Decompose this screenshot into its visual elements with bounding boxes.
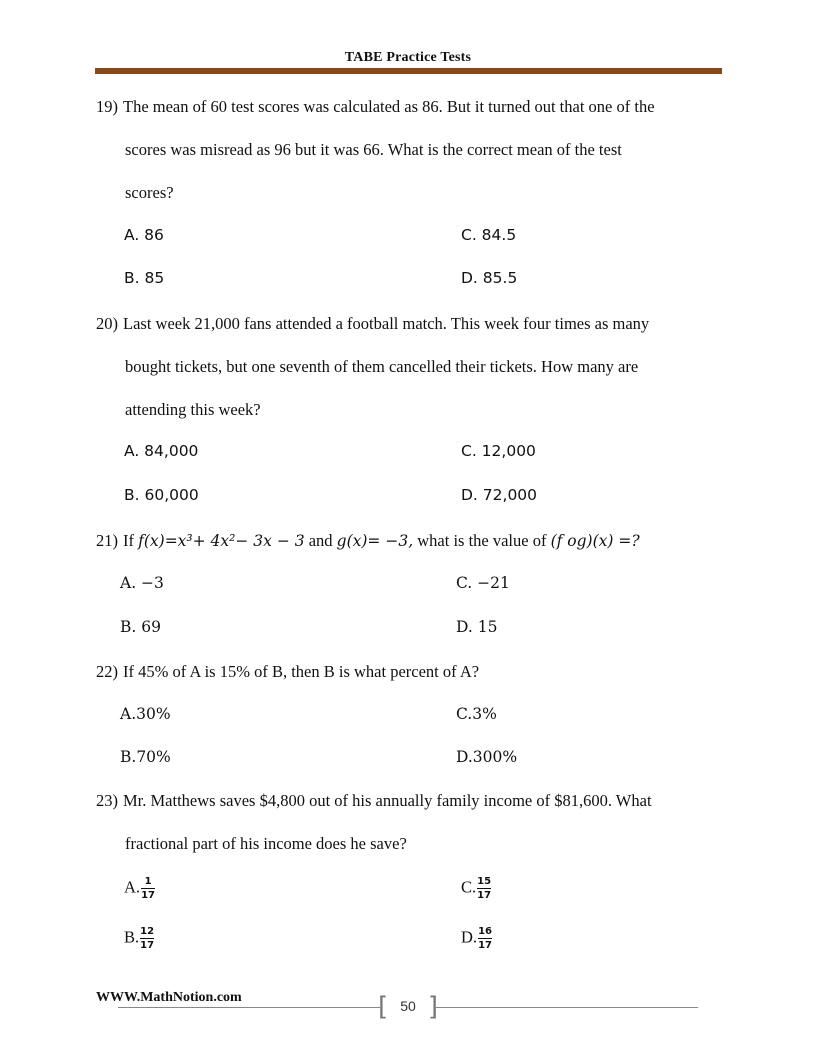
question-text-line: scores was misread as 96 but it was 66. What is the correct mean of the test	[125, 140, 622, 159]
composition-expression: (f og)(x) =?	[550, 532, 640, 550]
left-bracket-icon: [	[378, 992, 389, 1022]
denominator: 17	[478, 940, 492, 951]
question-number: 21)	[96, 531, 118, 550]
option-a[interactable]: A.30%	[120, 705, 171, 723]
option-a[interactable]	[124, 876, 155, 901]
option-c[interactable]: C.3%	[456, 705, 497, 723]
question-23	[96, 779, 722, 865]
question-text-line: Mr. Matthews saves $4,800 out of his annually family income of $81,600. What	[123, 791, 652, 810]
fraction	[140, 926, 154, 951]
fraction	[141, 876, 155, 901]
function-g-expression: g(x)= −3,	[336, 532, 414, 550]
question-number: 19)	[96, 97, 118, 116]
option-a[interactable]: A. 84,000	[124, 442, 199, 460]
page-number-box	[378, 992, 438, 1022]
option-d[interactable]: D. 15	[456, 618, 498, 636]
option-d[interactable]: D. 85.5	[461, 269, 518, 287]
option-b[interactable]: B. 85	[124, 269, 165, 287]
option-b[interactable]: B. 60,000	[124, 486, 199, 504]
numerator: 1	[144, 876, 152, 887]
option-a[interactable]: A. −3	[120, 574, 164, 592]
page-header-title: TABE Practice Tests	[344, 50, 472, 65]
question-text: and	[308, 531, 333, 550]
question-text-line: The mean of 60 test scores was calculated as 86. But it turned out that one of the	[123, 97, 655, 116]
question-20	[96, 302, 722, 431]
fraction-bar	[477, 888, 491, 889]
function-f-expression: f(x)=x³+ 4x²− 3x − 3	[138, 532, 305, 550]
question-19	[96, 85, 722, 214]
question-text-line: bought tickets, but one seventh of them cancelled their tickets. How many are	[125, 357, 639, 376]
footer-website: WWW.MathNotion.com	[96, 990, 242, 1005]
option-d[interactable]	[461, 926, 492, 951]
option-c[interactable]	[461, 876, 491, 901]
numerator: 12	[140, 926, 155, 937]
option-d[interactable]: D.300%	[456, 748, 518, 766]
fraction-bar	[140, 938, 154, 939]
option-a[interactable]: A. 86	[124, 226, 164, 244]
question-22	[96, 650, 722, 693]
question-text-line: scores?	[125, 183, 174, 202]
denominator: 17	[140, 940, 155, 951]
header-rule	[95, 68, 722, 74]
numerator: 16	[478, 926, 492, 937]
footer-rule-left	[118, 1007, 380, 1008]
option-label: C.	[461, 877, 477, 897]
option-c[interactable]: C. 84.5	[461, 226, 517, 244]
question-21	[96, 519, 722, 563]
question-text-line: If 45% of A is 15% of B, then B is what percent of A?	[123, 662, 480, 681]
question-text-line: fractional part of his income does he save?	[125, 834, 407, 853]
denominator: 17	[477, 890, 492, 901]
option-label: D.	[461, 927, 478, 947]
option-c[interactable]: C. −21	[456, 574, 510, 592]
fraction	[477, 876, 491, 901]
fraction-bar	[478, 938, 492, 939]
fraction	[478, 926, 492, 951]
question-text-line: Last week 21,000 fans attended a football match. This week four times as many	[123, 314, 650, 333]
denominator: 17	[141, 890, 155, 901]
question-text: If	[123, 531, 134, 550]
option-b[interactable]: B.70%	[120, 748, 171, 766]
option-d[interactable]: D. 72,000	[461, 486, 538, 504]
option-label: B.	[124, 927, 140, 947]
fraction-bar	[141, 888, 155, 889]
option-b[interactable]	[124, 926, 154, 951]
footer-rule-right	[436, 1007, 698, 1008]
option-b[interactable]: B. 69	[120, 618, 161, 636]
question-text-line: attending this week?	[125, 400, 261, 419]
page-number: 50	[400, 998, 416, 1014]
question-number: 23)	[96, 791, 118, 810]
numerator: 15	[477, 876, 492, 887]
option-label: A.	[124, 877, 141, 897]
question-number: 20)	[96, 314, 118, 333]
option-c[interactable]: C. 12,000	[461, 442, 536, 460]
right-bracket-icon: ]	[427, 992, 438, 1022]
question-number: 22)	[96, 662, 118, 681]
question-text: what is the value of	[417, 531, 547, 550]
